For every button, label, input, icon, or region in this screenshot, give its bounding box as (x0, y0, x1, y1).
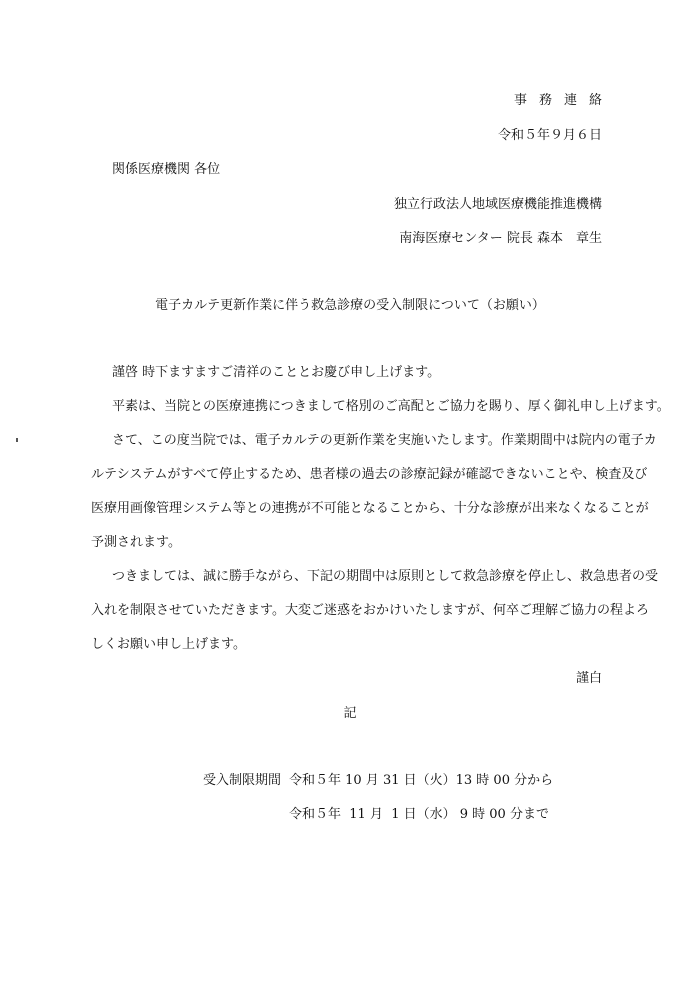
sender-name: 南海医療センター 院長 森本 章生 (399, 231, 602, 246)
body-greeting: 謹啓 時下ますますご清祥のこととお慶び申し上げます。 (112, 365, 441, 380)
addressee: 関係医療機関 各位 (112, 162, 221, 177)
document-title: 電子カルテ更新作業に伴う救急診療の受入制限について（お願い） (155, 298, 545, 313)
body-paragraph-4-line-3: しくお願い申し上げます。 (91, 637, 246, 652)
body-paragraph-3-line-2: ルテシステムがすべて停止するため、患者様の過去の診療記録が確認できないことや、検査及び (91, 467, 648, 482)
body-paragraph-3-line-1: さて、この度当院では、電子カルテの更新作業を実施いたします。作業期間中は院内の電子カ (112, 433, 657, 448)
body-paragraph-4-line-2: 入れを制限させていただきます。大変ご迷惑をおかけいたしますが、何卒ご理解ご協力の程よろ (91, 603, 649, 618)
ki-heading: 記 (343, 706, 357, 721)
period-end: 令和５年 11 月 1 日（水） 9 時 00 分まで (289, 807, 549, 822)
body-paragraph-3-line-4: 予測されます。 (91, 535, 181, 550)
scan-artifact (16, 438, 18, 442)
closing-kinpaku: 謹白 (575, 671, 602, 686)
period-start: 令和５年 10 月 31 日（火）13 時 00 分から (289, 773, 554, 788)
document-date: 令和５年９月６日 (497, 128, 602, 143)
sender-organization: 独立行政法人地域医療機能推進機構 (393, 197, 602, 212)
body-paragraph-thanks: 平素は、当院との医療連携につきまして格別のご高配とご協力を賜り、厚く御礼申し上げます。 (112, 399, 670, 414)
body-paragraph-3-line-3: 医療用画像管理システム等との連携が不可能となることから、十分な診療が出来なくなることが (91, 501, 649, 516)
document-type: 事務連絡 (513, 93, 614, 108)
body-paragraph-4-line-1: つきましては、誠に勝手ながら、下記の期間中は原則として救急診療を停止し、救急患者の受 (112, 569, 659, 584)
period-label: 受入制限期間 (203, 773, 282, 788)
